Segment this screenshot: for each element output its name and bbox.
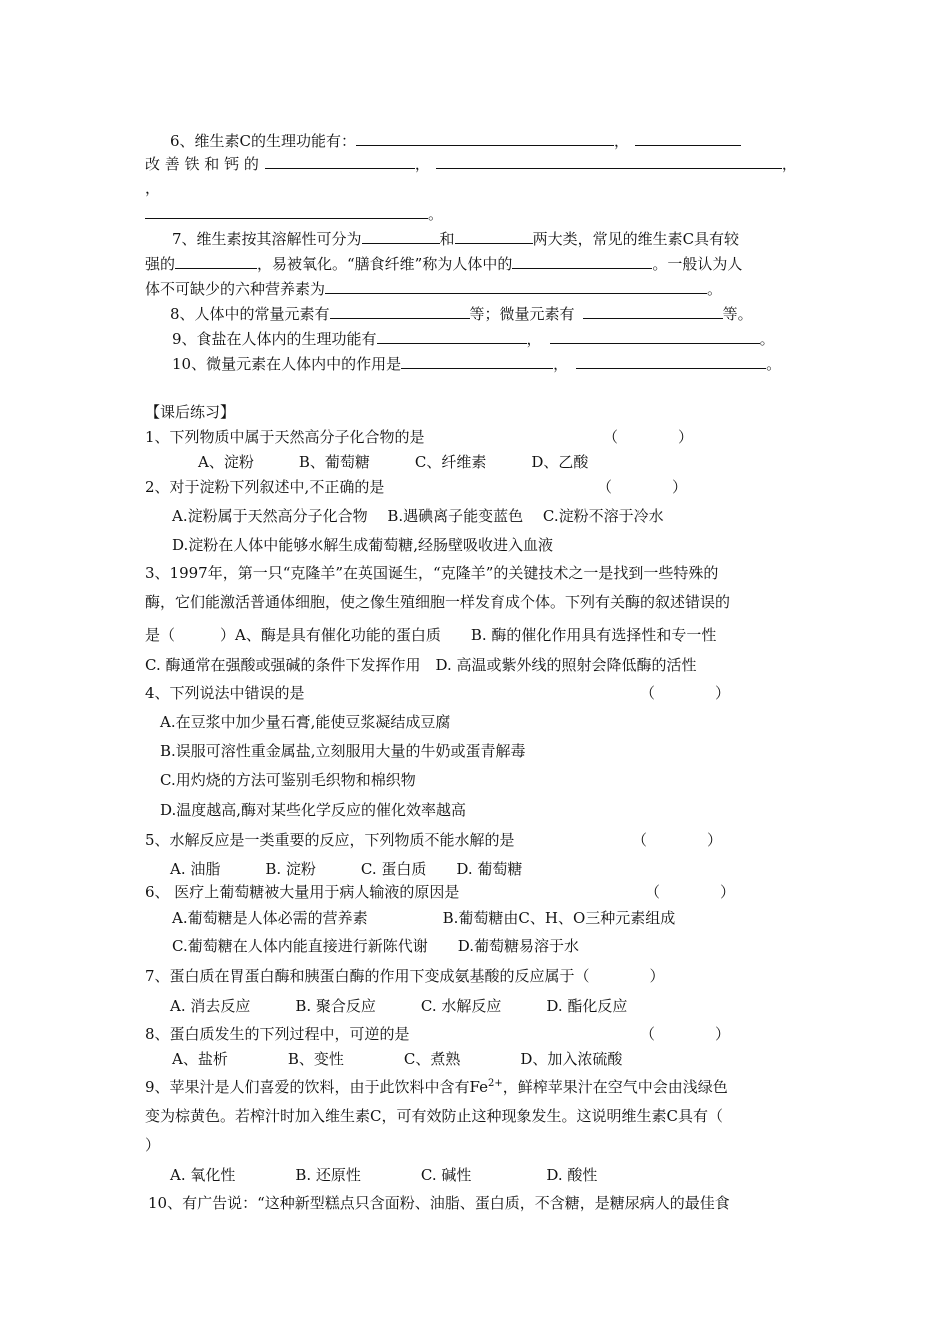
pre-q6-line3: ， <box>145 179 161 197</box>
q5-options: A. 油脂 B. 淀粉 C. 蛋白质 D. 葡萄糖 <box>170 860 523 878</box>
q3-line2: 酶，它们能激活普通体细胞，使之像生殖细胞一样发育成个体。下列有关酶的叙述错误的 <box>145 593 731 611</box>
q8-options: A、盐析 B、变性 C、煮熟 D、加入浓硫酸 <box>172 1050 623 1068</box>
q7-stem: 7、蛋白质在胃蛋白酶和胰蛋白酶的作用下变成氨基酸的反应属于（ ） <box>145 967 665 985</box>
pre-q7-line2: 强的 ，易被氧化。“膳食纤维”称为人体中的 。一般认为人 <box>145 255 743 273</box>
q6-options-1: A.葡萄糖是人体必需的营养素 B.葡萄糖由C、H、O三种元素组成 <box>172 909 676 927</box>
q6-answer-bracket[interactable]: （ ） <box>645 883 736 901</box>
q9-options: A. 氧化性 B. 还原性 C. 碱性 D. 酸性 <box>170 1166 598 1184</box>
blank[interactable] <box>455 228 533 244</box>
q9-line1: 9、苹果汁是人们喜爱的饮料，由于此饮料中含有$Fe^{2+}$，鲜榨苹果汁在空气中会由浅绿色 <box>145 1078 728 1096</box>
blank[interactable] <box>377 328 527 344</box>
q4-stem: 4、下列说法中错误的是 <box>145 684 305 702</box>
blank[interactable] <box>512 253 652 269</box>
blank[interactable] <box>436 153 782 169</box>
blank[interactable] <box>356 130 614 146</box>
blank[interactable] <box>583 303 723 319</box>
q4-option-a: A.在豆浆中加少量石膏,能使豆浆凝结成豆腐 <box>160 713 451 731</box>
blank[interactable] <box>550 328 760 344</box>
q3-line4: C. 酶通常在强酸或强碱的条件下发挥作用 D. 高温或紫外线的照射会降低酶的活性 <box>145 656 697 674</box>
blank[interactable] <box>145 203 428 219</box>
pre-q6-line2: 改 善 铁 和 钙 的 ， ， <box>145 155 797 173</box>
pre-q9: 9、食盐在人体内的生理功能有 ， 。 <box>172 330 775 348</box>
q2-options-1: A.淀粉属于天然高分子化合物 B.遇碘离子能变蓝色 C.淀粉不溶于冷水 <box>172 507 664 525</box>
q9-line2: 变为棕黄色。若榨汁时加入维生素C，可有效防止这种现象发生。这说明维生素C具有（ <box>145 1107 723 1125</box>
blank[interactable] <box>265 153 415 169</box>
q5-answer-bracket[interactable]: （ ） <box>632 831 723 849</box>
q2-options-2: D.淀粉在人体中能够水解生成葡萄糖,经肠壁吸收进入血液 <box>172 536 554 554</box>
q8-answer-bracket[interactable]: （ ） <box>640 1025 731 1043</box>
pre-q10: 10、微量元素在人体内中的作用是 ， 。 <box>172 355 782 373</box>
blank[interactable] <box>401 353 553 369</box>
q4-option-c: C.用灼烧的方法可鉴别毛织物和棉织物 <box>160 771 416 789</box>
q5-stem: 5、水解反应是一类重要的反应，下列物质不能水解的是 <box>145 831 515 849</box>
q6-options-2: C.葡萄糖在人体内能直接进行新陈代谢 D.葡萄糖易溶于水 <box>172 937 579 955</box>
blank[interactable] <box>330 303 470 319</box>
q2-stem: 2、对于淀粉下列叙述中,不正确的是 <box>145 478 385 496</box>
blank[interactable] <box>362 228 440 244</box>
blank[interactable] <box>175 253 257 269</box>
q4-answer-bracket[interactable]: （ ） <box>640 684 731 702</box>
blank[interactable] <box>635 130 741 146</box>
q3-line1: 3、1997年，第一只“克隆羊”在英国诞生，“克隆羊”的关键技术之一是找到一些特殊的 <box>145 564 719 582</box>
pre-q8: 8、人体中的常量元素有 等；微量元素有 等。 <box>170 305 753 323</box>
q9-line3: ） <box>145 1136 161 1154</box>
q8-stem: 8、蛋白质发生的下列过程中，可逆的是 <box>145 1025 410 1043</box>
q4-option-b: B.误服可溶性重金属盐,立刻服用大量的牛奶或蛋青解毒 <box>160 742 526 760</box>
pre-q7-line3: 体不可缺少的六种营养素为 。 <box>145 280 723 298</box>
q6-stem: 6、 医疗上葡萄糖被大量用于病人输液的原因是 <box>145 883 460 901</box>
blank[interactable] <box>576 353 766 369</box>
pre-q6-line4: 。 <box>145 203 443 224</box>
q7-options: A. 消去反应 B. 聚合反应 C. 水解反应 D. 酯化反应 <box>170 997 628 1015</box>
q1-options: A、淀粉 B、葡萄糖 C、纤维素 D、乙酸 <box>198 453 589 471</box>
pre-q7-line1: 7、维生素按其溶解性可分为 和 两大类，常见的维生素C具有较 <box>172 230 740 248</box>
q1-stem: 1、下列物质中属于天然高分子化合物的是 <box>145 428 425 446</box>
pre-q6-line1: 6、维生素C的生理功能有： ， <box>170 130 741 151</box>
blank[interactable] <box>325 278 707 294</box>
section-title: 【课后练习】 <box>145 403 236 421</box>
q10-line1: 10、有广告说：“这种新型糕点只含面粉、油脂、蛋白质，不含糖，是糖尿病人的最佳食 <box>148 1194 730 1212</box>
q3-line3: 是（ ）A、酶是具有催化功能的蛋白质 B. 酶的催化作用具有选择性和专一性 <box>145 626 717 644</box>
q4-option-d: D.温度越高,酶对某些化学反应的催化效率越高 <box>160 801 467 819</box>
q2-answer-bracket[interactable]: （ ） <box>597 478 688 496</box>
q1-answer-bracket[interactable]: （ ） <box>603 428 694 446</box>
